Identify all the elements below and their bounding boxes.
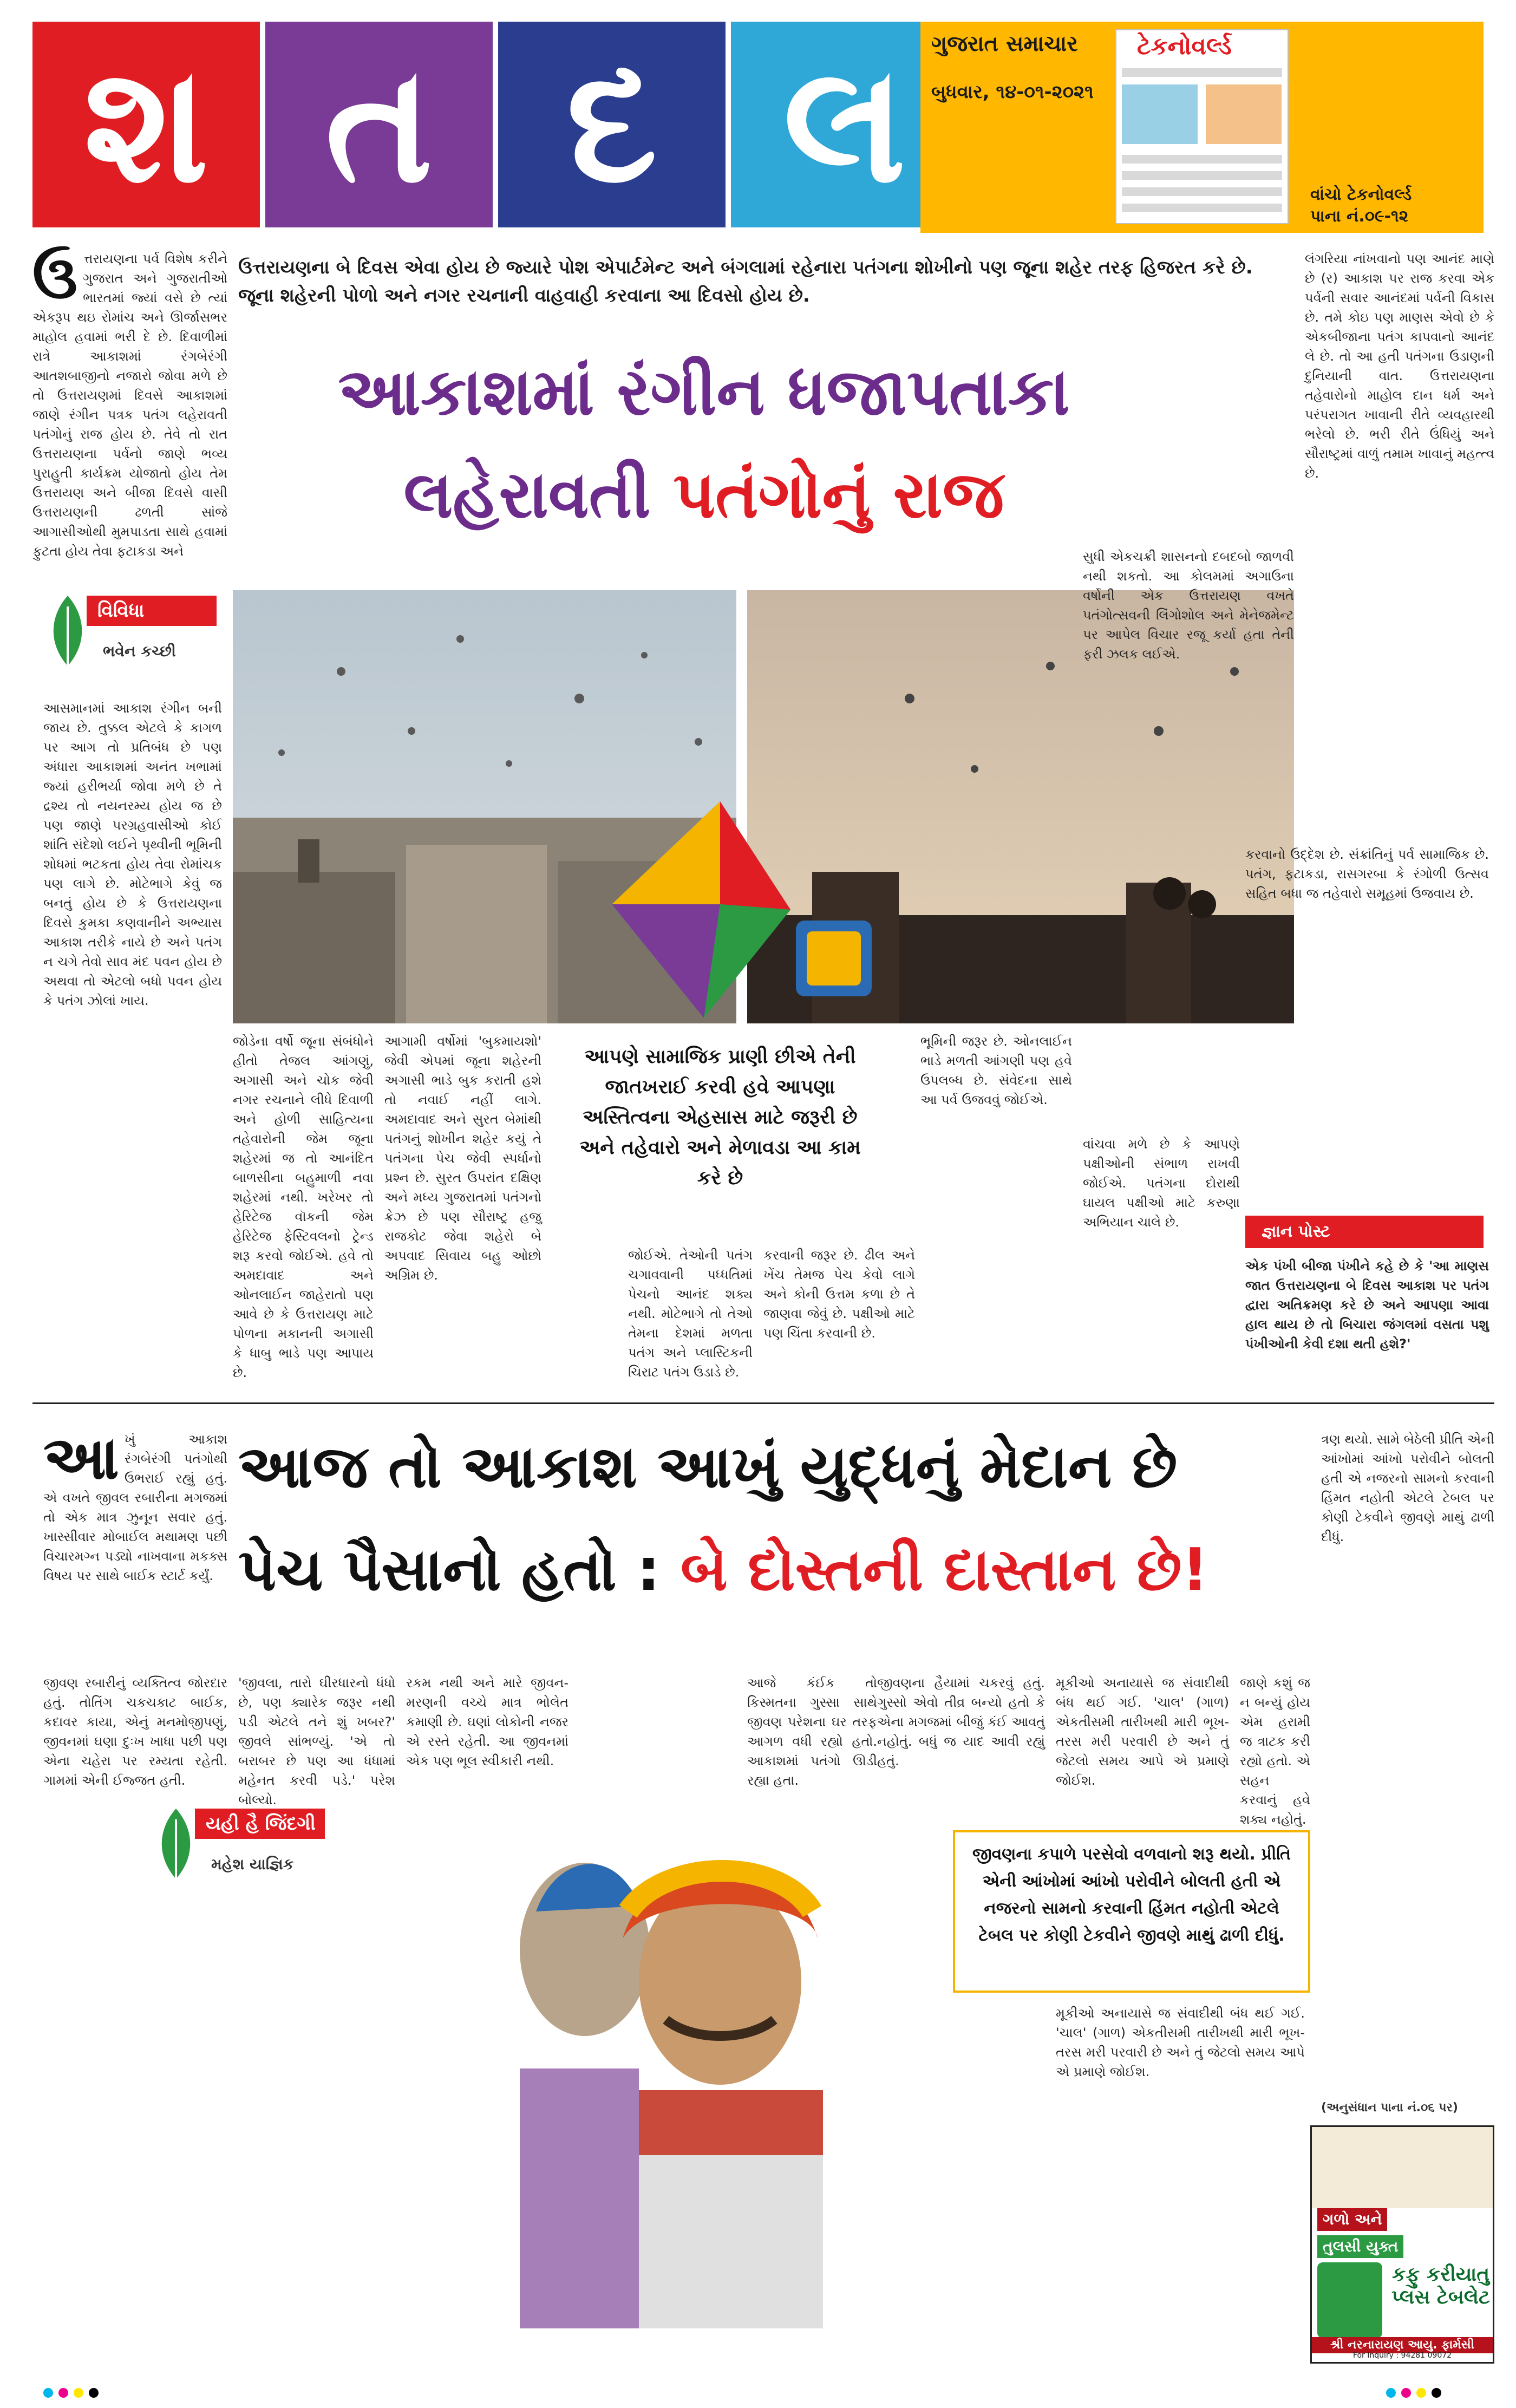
kite-and-spool-illustration <box>541 780 899 1034</box>
section2-column-5: જીવણના હૈયામાં ચકરવું હતું. ગુસ્સો એવો તીવ્ર બન્યો હતો કે એના મગજમાં બીજું કંઈ આવતું નહોતું. બધું જ યાદ આવી રહ્યું હતું. <box>877 1675 1045 1769</box>
headline-2-line-2: પેચ પૈસાનો હતો : બે દોસ્તની દાસ્તાન છે! <box>238 1536 1208 1604</box>
leaf-icon <box>152 1803 200 1884</box>
register-dot <box>1416 2388 1426 2398</box>
ad-tagline-1: ગળો અને <box>1317 2208 1387 2231</box>
section2-column-9: મૂકીઓ અનાયાસે જ સંવાદીથી બંધ થઈ ગઈ. 'ચાલ' (ગાળ) એકતીસમી તારીખથી મારી ભૂખ-તરસ મરી પરવારી છે અને તું જેટલો સમય આપે એ પ્રમાણે જોઈશ. <box>1056 2006 1305 2079</box>
register-dot <box>1432 2388 1441 2398</box>
masthead-letter: શ <box>32 22 260 227</box>
register-dot <box>1401 2388 1411 2398</box>
newspaper-name: ગુજરાત સમાચાર <box>931 31 1078 56</box>
author-name: ભવેન કચ્છી <box>103 642 176 660</box>
section1-right-column: કરવાનો ઉદ્દેશ છે. સંક્રાંતિનું પર્વ સામાજિક છે. પતંગ, ફટાકડા, રાસગરબા કે રંગોળી ઉત્સવ સહિત બધા જ તહેવારો સમૂહમાં ઉજવાય છે. <box>1245 847 1489 901</box>
section1-column-8: વાંચવા મળે છે કે આપણે પક્ષીઓની સંભાળ રાખવી જોઈએ. પતંગના દોરાથી ઘાયલ પક્ષીઓ માટે કરુણા અભિયાન ચાલે છે. <box>1083 1137 1240 1230</box>
masthead-letter: ત <box>265 22 493 227</box>
register-dot <box>58 2388 68 2398</box>
print-register-marks <box>43 2388 104 2400</box>
masthead-letter: લ <box>731 22 958 227</box>
section1-column-4: જોઈએ. તેઓની પતંગ ચગાવવાની પધ્ધતિમાં પેચનો આનંદ શક્ય નથી. મોટેભાગે તો તેઓ તેમના દેશમાં મળતા પતંગ અને પ્લાસ્ટિકની ચિરાટ પતંગ ઉડાડે છે. <box>628 1248 753 1380</box>
leaf-icon <box>43 590 92 671</box>
section-title: યહી હૈ જિંદગી <box>195 1809 325 1839</box>
section1-column-6: સુધી એકચક્રી શાસનનો દબદબો જાળવી નથી શકતો. આ કોલમમાં અગાઉના વર્ષોની એક ઉત્તરાયણ વખતે પતંગોત્સવની લિંગોશોલ અને મેનેજમેન્ટ પર આપેલ વિચાર રજૂ કર્યા હતા તેની ફરી ઝલક લઈએ. <box>1083 549 1294 662</box>
section2-column-8: ત્રણ થયો. સામે બેઠેલી પ્રીતિ એની આંખોમાં આંખો પરોવીને બોલતી હતી એ નજરનો સામનો કરવાની હિંમત નહોતી એટલે ટેબલ પર કોણી ટેકવીને જીવણે માથું ઢાળી દીધું. <box>1321 1432 1494 1544</box>
ad-brand: શ્રી નરનારાયણ આયુ. ફાર્મસી <box>1312 2337 1493 2353</box>
pull-quote: આપણે સામાજિક પ્રાણી છીએ તેની જાતખરાઈ કરવી હવે આપણા અસ્તિત્વના એહસાસ માટે જરૂરી છે અને તહેવારો અને મેળાવડા આ કામ કરે છે <box>552 1029 888 1235</box>
section1-column-2: જોડેના વર્ષો જૂના સંબંધોને હીતો તેજલ આંગણું, અગાસી અને ચોક જેવી નગર રચનાને લીધે દિવાળી અને હોળી સાહિત્યના તહેવારોની જેમ જૂના શહેરમાં જ તો આનંદિત બાળસીના બહુમાળી નવા શહેરમાં નથી. ખરેખર તો હેરિટેજ વૉકની જેમ હેરિટેજ ફેસ્ટિવલનો ટ્રેન્ડ શરૂ કરવો જોઈએ. હવે તો અમદાવાદ અને ઓનલાઈન જાહેરાતો પણ આવે છે કે ઉત્તરાયણ માટે પોળના મકાનની અગાસી કે ધાબુ ભાડે પણ આપાય છે. <box>233 1034 374 1380</box>
print-register-marks <box>1386 2388 1447 2400</box>
register-dot <box>1386 2388 1396 2398</box>
gyan-post-text: એક પંખી બીજા પંખીને કહે છે કે 'આ માણસ જાત ઉત્તરાયણના બે દિવસ આકાશ પર પતંગ દ્વારા અતિક્રમણ કરે છે અને આપણા આવા હાલ થાય છે તો બિચારા જંગલમાં વસતા પશુ પંખીઓની કેવી દશા થતી હશે?' <box>1245 1258 1489 1352</box>
issue-date: બુધવાર, ૧૪-૦૧-૨૦૨૧ <box>931 81 1094 103</box>
ad-tagline-2: તુલસી યુક્ત <box>1317 2235 1403 2258</box>
section2-column-3: રકમ નથી અને મારે જીવન-મરણની વચ્ચે માત્ર ભોલેત કમાણી છે. ઘણાં લોકોની નજર એ રસ્તે રહેતી. આ જીવનમાં એક પણ ભૂલ સ્વીકારી નથી. <box>406 1675 568 1769</box>
gyan-post-label: જ્ઞાન પોસ્ટ <box>1245 1216 1484 1248</box>
lead-strap: ઉત્તરાયણના બે દિવસ એવા હોય છે જ્યારે પોશ એપાર્ટમેન્ટ અને બંગલામાં રહેનારા પતંગના શોખીનો પણ જૂના શહેર તરફ હિજરત કરે છે. જૂના શહેરની પોળો અને નગર રચનાની વાહવાહી કરવાના આ દિવસો હોય છે. <box>238 257 1253 306</box>
section2-column-7: જાણે કશું જ ન બન્યું હોય એમ હરામી જ ત્રાટક કરી રહ્યો હતો. એ સહન કરવાનું હવે શક્ય નહોતું. <box>1240 1675 1310 1827</box>
technoworld-title: ટેકનોવર્લ્ડ <box>1137 32 1232 60</box>
headline-1-line-1: આકાશમાં રંગીન ધજાપતાકા <box>338 355 1070 430</box>
ad-photo <box>1312 2127 1493 2208</box>
headline-2-line-1: આજ તો આકાશ આખું યુદ્ધનું મેદાન છે <box>238 1433 1178 1501</box>
section-divider <box>32 1402 1494 1404</box>
ad-inquiry-number: For Inquiry : 94281 09072 <box>1352 2351 1452 2360</box>
section1-column-3: આગામી વર્ષોમાં 'બુકમાયશો' જેવી એપમાં જૂના શહેરની અગાસી ભાડે બુક કરાતી હશે તો નવાઈ નહીં લાગે. અમદાવાદ અને સુરત બેમાંથી પતંગનું શોખીન શહેર કયું તે પતંગના પેચ જેવી સ્પર્ધાનો પ્રશ્ન છે. સુરત ઉપરાંત દક્ષિણ અને મધ્ય ગુજરાતમાં પતંગનો ક્રેઝ છે પણ સૌરાષ્ટ્ર હજુ રાજકોટ જેવા શહેરો બે અપવાદ સિવાય બહુ ઓછો અગ્રિમ છે. <box>384 1034 541 1283</box>
section1-column-1: આસમાનમાં આકાશ રંગીન બની જાય છે. તુક્કલ એટલે કે કાગળ પર આગ તો પ્રતિબંધ છે પણ અંધારા આકાશમાં અનંત ખભામાં જ્યાં હરીભર્યા જોવા મળે છે તે દ્રશ્ય તો નયનરમ્ય હોય જ છે પણ જાણે પરગ્રહવાસીઓ કોઈ શાંતિ સંદેશો લઈને પૃથ્વીની ભૂમિની શોધમાં ભટકતા હોય તેવા રોમાંચક પણ લાગે છે. મોટેભાગે કેવું જ બનતું હોય છે કે ઉત્તરાયણના દિવસે કુમકા કણવાનીને અભ્યાસ આકાશ તરીકે નાયે છે અને પતંગ ન ચગે તેવો સાવ મંદ પવન હોય છે અથવા તો એટલો બધો પવન હોય કે પતંગ ઝોલાં ખાય. <box>43 701 222 1008</box>
author-name: મહેશ યાજ્ઞિક <box>211 1855 294 1873</box>
register-dot <box>74 2388 83 2398</box>
medicine-bottle-icon <box>1317 2262 1382 2338</box>
technoworld-promo[interactable] <box>920 22 1484 233</box>
masthead-letter: દ <box>498 22 726 227</box>
section2-intro: આખું આકાશ રંગબેરંગી પતંગોથી ઉભરાઈ રહ્યું હતું. એ વખતે જીવલ રબારીના મગજમાં તો એક માત્ર ઝુનૂન સવાર હતું. ખાસ્સીવાર મોબાઈલ મથામણ પછી વિચારમગ્ન પડ્યો નાખવાના મકક્સ વિષય પર સાથે બાઈક સ્ટાર્ટ કર્યું. <box>43 1423 227 1583</box>
section2-column-4: આજે કંઈક તો કિસ્મતના ગુસ્સા સાથે જીવણ પરેશના ઘર તરફ આગળ વધી રહ્યો હતો. આકાશમાં પતંગો ઊડી રહ્યા હતા. <box>747 1675 877 1788</box>
section2-column-1: જીવણ રબારીનું વ્યક્તિત્વ જોરદાર હતું. તોતિંગ ચકચકાટ બાઈક, કદાવર કાયા, એનું મનમોજીપણું, જીવનમાં ઘણા દુઃખ ખાધા પછી પણ એના ચહેરા પર રમ્યતા રહેતી. ગામમાં એની ઈજ્જત હતી. <box>43 1675 227 1788</box>
lead-column-1: ઉત્તરાયણના પર્વ વિશેષ કરીને ગુજરાત અને ગુજરાતીઓ ભારતમાં જ્યાં વસે છે ત્યાં એકરૂપ થઇ રોમાંચ અને ઊર્જાસભર માહોલ હવામાં ભરી દે છે. દિવાળીમાં રાત્રે આકાશમાં રંગબેરંગી આતશબાજીનો નજારો જોવા મળે છે તો ઉત્તરાયણમાં દિવસે આકાશમાં જાણે રંગીન પત્રક પતંગ લહેરાવતી પતંગોનું રાજ હોય છે. તેવે તો રાત ઉત્તરાયણના પર્વનો જાણે ભવ્ય પુરાહુતી કાર્યક્રમ યોજાતો હોય તેમ ઉત્તરાયણ અને બીજા દિવસે વાસી ઉત્તરાયણની ઢળતી સાંજે આગાસીઓથી મુમપાડતા સાથે હવામાં ફુટતા હોય તેવા ફટાકડા અને <box>32 243 227 559</box>
section-tag-vividha <box>43 590 217 688</box>
ad-product-name: કફુ કરીયાતુ પ્લસ ટેબલેટ <box>1391 2263 1490 2308</box>
section1-column-7: ભૂમિની જરૂર છે. ઓનલાઈન ભાડે મળતી આંગણી પણ હવે ઉપલબ્ધ છે. સંવેદના સાથે આ પર્વ ઉજવવું જોઈએ. <box>920 1034 1072 1107</box>
headline-1-line-2: લહેરાવતી પતંગોનું રાજ <box>403 458 1004 533</box>
register-dot <box>89 2388 99 2398</box>
pull-quote-box: જીવણના કપાળે પરસેવો વળવાનો શરૂ થયો. પ્રીતિ એની આંખોમાં આંખો પરોવીને બોલતી હતી એ નજરનો સામનો કરવાની હિંમત નહોતી એટલે ટેબલ પર કોણી ટેકવીને જીવણે માથું ઢાળી દીધું. <box>953 1830 1310 1993</box>
section2-column-6: મૂકીઓ અનાયાસે જ સંવાદીથી બંધ થઈ ગઈ. 'ચાલ' (ગાળ) એકતીસમી તારીખથી મારી ભૂખ-તરસ મરી પરવારી છે અને તું જેટલો સમય આપે એ પ્રમાણે જોઈશ. <box>1056 1675 1229 1788</box>
section1-column-5: કરવાની જરૂર છે. ઢીલ અને ખેંચ તેમજ પેચ કેવો લાગે અને કોની ઉત્તમ કળા છે તે જાણવા જેવું છે. પક્ષીઓ માટે પણ ચિંતા કરવાની છે. <box>763 1248 915 1341</box>
section2-column-2: 'જીવલા, તારો ઘીરધારનો ધંધો છે, પણ ક્યારેક જરૂર નથી પડી એટલે તને શું ખબર?' જીવલે સાંભળ્યું. 'એ તો બરાબર છે પણ આ ધંધામાં મહેનત કરવી પડે.' પરેશ બોલ્યો. <box>238 1675 395 1807</box>
section-title: વિવિધા <box>87 596 217 626</box>
turbaned-man-illustration <box>487 1787 877 2328</box>
continued-note: (અનુસંધાન પાના નં.૦૬ પર) <box>1321 2101 1458 2115</box>
read-technoworld: વાંચો ટેકનોવર્લ્ડ પાના નં.૦૯-૧૨ <box>1310 185 1412 226</box>
lead-right-column: લંગરિયા નાંખવાનો પણ આનંદ માણે છે (ર) આકાશ પર રાજ કરવા એક પર્વની સવાર આનંદમાં પર્વની વિકાસ છે. તમે કોઇ પણ માણસ એવો છે કે એકબીજાના પતંગ કાપવાનો આનંદ લે છે. તો આ હતી પતંગના ઉડાણની દુનિયાની વાત. ઉત્તરાયણના તહેવારોનો માહોલ દાન ધર્મ અને પરંપરાગત ખાવાની રીતે વ્યવહારથી ભરેલો છે. ભરી રીતે ઉંધિયું અને સૌરાષ્ટ્રમાં વાળું તમામ ખાવાનું મહત્ત્વ છે. <box>1305 251 1494 481</box>
register-dot <box>43 2388 53 2398</box>
kafu-kariyatu-ad[interactable] <box>1310 2125 1494 2364</box>
